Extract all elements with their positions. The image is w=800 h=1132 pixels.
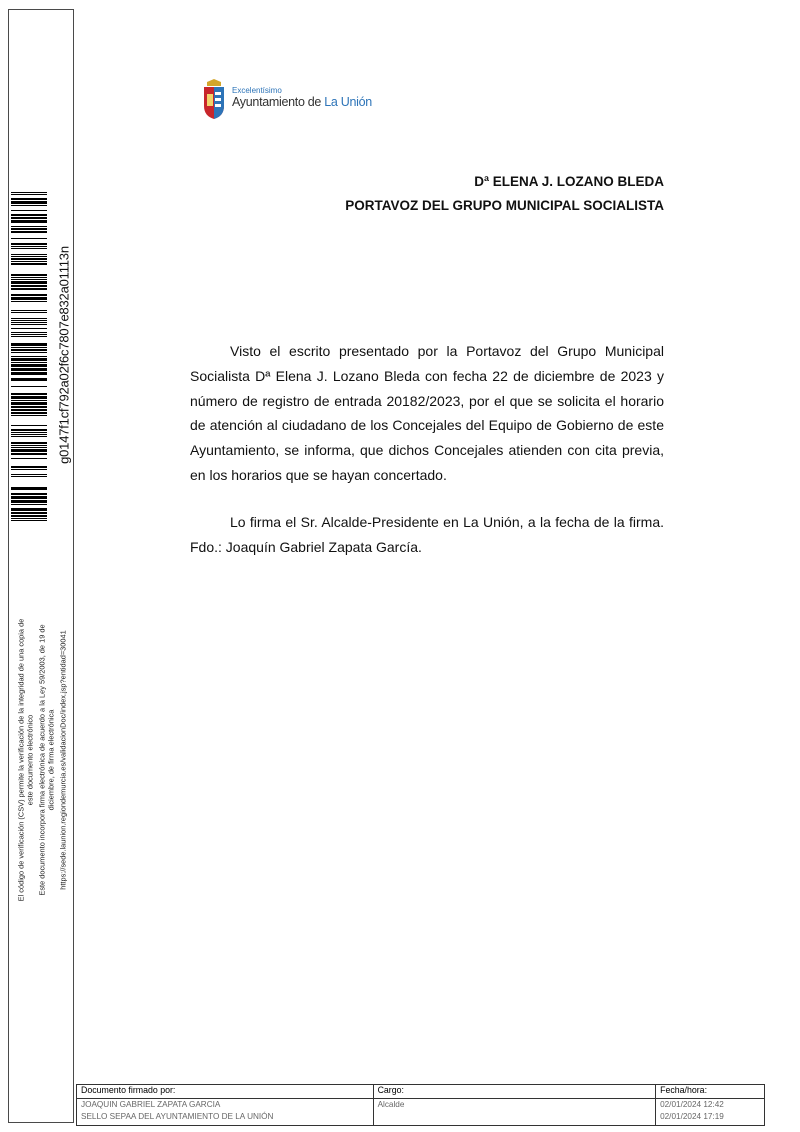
signature-table-header bbox=[77, 1085, 765, 1099]
header-datetime: Fecha/hora: bbox=[656, 1085, 765, 1099]
verification-strip bbox=[8, 9, 74, 1123]
barcode bbox=[11, 190, 47, 526]
csv-code: g0147f1cf792a02f6c7807e832a01113n bbox=[56, 246, 72, 464]
municipal-logo bbox=[200, 78, 380, 122]
position-1: Alcalde bbox=[377, 1100, 405, 1109]
body-paragraph-1 bbox=[190, 339, 664, 488]
logo-title-prefix: Ayuntamiento de bbox=[232, 95, 325, 109]
datetime-cell bbox=[656, 1099, 765, 1126]
body-paragraph-2-text: Lo firma el Sr. Alcalde-Presidente en La Unión, a la fecha de la firma. Fdo.: Joaquín Gabriel Zapata García. bbox=[190, 514, 664, 555]
coat-of-arms-icon bbox=[200, 78, 228, 120]
signer-2: SELLO SEPAA DEL AYUNTAMIENTO DE LA UNIÓN bbox=[81, 1112, 274, 1121]
legal-text-line-4: diciembre, de firma electrónica bbox=[46, 709, 56, 811]
logo-title-highlight: La Unión bbox=[324, 95, 372, 109]
date-1: 02/01/2024 12:42 bbox=[660, 1100, 724, 1109]
signers-cell bbox=[77, 1099, 374, 1126]
legal-text-line-1: El código de verificación (CSV) permite la verificación de la integridad de una copia de bbox=[16, 618, 26, 902]
legal-text-line-3: Este documento incorpora firma electrónica de acuerdo a la Ley 59/2003, de 19 de bbox=[37, 624, 47, 896]
header-signed-by: Documento firmado por: bbox=[77, 1085, 374, 1099]
addressee-block bbox=[345, 170, 664, 218]
signer-1: JOAQUIN GABRIEL ZAPATA GARCIA bbox=[81, 1100, 221, 1109]
body-paragraph-2 bbox=[190, 510, 664, 560]
logo-title bbox=[232, 95, 372, 109]
logo-subtitle: Excelentísimo bbox=[232, 86, 282, 95]
body-paragraph-1-text: Visto el escrito presentado por la Portavoz del Grupo Municipal Socialista Dª Elena J. Lozano Bleda con fecha 22 de diciembre de 2023 y número de registro de entrada 20182/2023, por el que se solicita el horario de atención al ciudadano de los Concejales del Equipo de Gobierno de este Ayuntamiento, se informa, que dichos Concejales atienden con cita previa, en los horarios que se hayan concertado. bbox=[190, 343, 664, 483]
signature-table-row bbox=[77, 1099, 765, 1126]
date-2: 02/01/2024 17:19 bbox=[660, 1112, 724, 1121]
position-cell bbox=[373, 1099, 656, 1126]
signature-table bbox=[76, 1084, 765, 1126]
header-position: Cargo: bbox=[373, 1085, 656, 1099]
validation-url: https://sede.launion.regiondemurcia.es/validacionDoc/index.jsp?entidad=30041 bbox=[58, 630, 68, 890]
legal-text-line-2: este documento electrónico bbox=[25, 714, 35, 806]
addressee-title: PORTAVOZ DEL GRUPO MUNICIPAL SOCIALISTA bbox=[345, 198, 664, 213]
addressee-name: Dª ELENA J. LOZANO BLEDA bbox=[474, 174, 664, 189]
